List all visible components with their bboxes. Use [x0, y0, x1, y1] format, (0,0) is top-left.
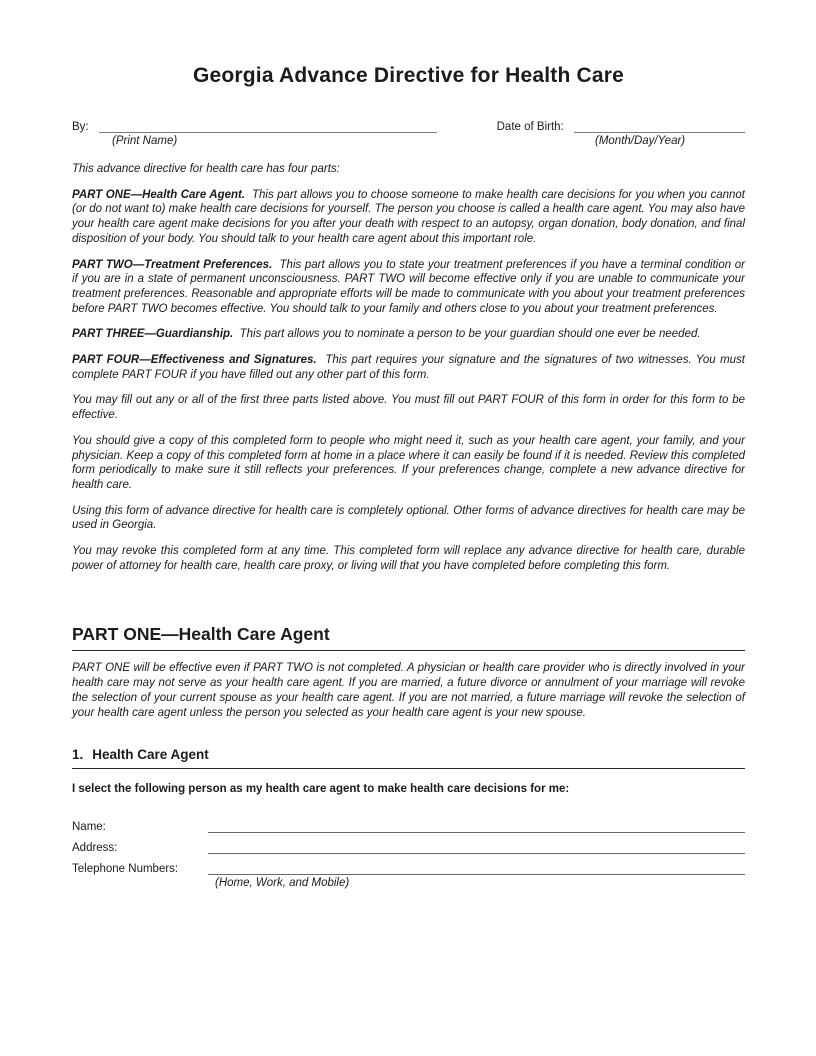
part-one-text: This part allows you to choose someone to make health care decisions for you when you cannot (or do not want to) make health care decisions for yourself. The person you choose is called a health care agent. You may also have your health care agent make decisions for you after your death with respect to an autopsy, organ donation, body donation, and final disposition of your body. You should talk to your health care agent about this important role.: [72, 188, 745, 245]
heading-number: 1.: [72, 747, 84, 763]
month-day-year-hint: (Month/Day/Year): [595, 135, 686, 147]
part-two-text: This part allows you to state your treatment preferences if you have a terminal condition or if you are in a state of permanent unconsciousness. PART TWO will become effective only if you are unable to communicate your treatment preferences. Reasonable and appropriate efforts will be made to communicate with you about your treatment preferences before PART TWO becomes effective. You should talk to your family and others close to you about your treatment preferences.: [72, 258, 745, 315]
part-two-summary: [72, 258, 745, 317]
header-fill-row: [72, 118, 745, 133]
telephone-hint: (Home, Work, and Mobile): [215, 877, 350, 890]
telephone-input-line[interactable]: [208, 860, 745, 875]
agent-fields: [72, 812, 745, 889]
part-four-summary: [72, 353, 745, 382]
health-care-agent-heading: [72, 747, 745, 769]
address-label: Address:: [72, 842, 118, 855]
part-one-section-intro: PART ONE will be effective even if PART TWO is not completed. A physician or health care provider who is directly involved in your health care may not serve as your health care agent. If you are married, a future divorce or annulment of your marriage will revoke the selection of your current spouse as your health care agent. If you are not married, a future marriage will revoke the selection of your health care agent unless the person you selected as your health care agent is your new spouse.: [72, 662, 745, 719]
agent-selection-instruction: I select the following person as my health care agent to make health care decisions for me:: [72, 783, 570, 796]
note-optional: Using this form of advance directive for health care is completely optional. Other forms of advance directives for health care may be used in Georgia.: [72, 504, 745, 532]
note-fill-out: You may fill out any or all of the first three parts listed above. You must fill out PART FOUR of this form in order for this form to be effective.: [72, 394, 745, 422]
date-of-birth-label: Date of Birth:: [496, 121, 564, 133]
print-name-hint: (Print Name): [112, 135, 178, 147]
address-field-row: [72, 833, 745, 854]
part-three-text: This part allows you to nominate a person to be your guardian should one ever be needed.: [239, 328, 701, 341]
part-one-summary: [72, 188, 745, 247]
note-revoke: You may revoke this completed form at any time. This completed form will replace any advance directive for health care, durable power of attorney for health care, health care proxy, or living will that you have completed before completing this form.: [72, 545, 745, 572]
part-four-text: This part requires your signature and the signatures of two witnesses. You must complete PART FOUR if you have filled out any other part of this form.: [72, 354, 746, 381]
part-one-section-heading: PART ONE—Health Care Agent: [72, 624, 745, 651]
part-three-lead: PART THREE—Guardianship.: [72, 328, 234, 341]
telephone-field-row: [72, 854, 745, 875]
heading-text: Health Care Agent: [92, 747, 209, 763]
note-give-copy: You should give a copy of this completed form to people who might need it, such as your health care agent, your family, and your physician. Keep a copy of this completed form at home in a place where it can easily be found if it is needed. Review this completed form periodically to make sure it still reflects your preferences. If your preferences change, complete a new advance directive for health care.: [72, 434, 745, 491]
date-of-birth-input-line[interactable]: [574, 118, 745, 133]
part-one-lead: PART ONE—Health Care Agent.: [72, 188, 246, 201]
intro-line: This advance directive for health care has four parts:: [72, 163, 340, 175]
part-three-summary: [72, 327, 745, 342]
header-hint-row: [72, 133, 745, 150]
name-input-line[interactable]: [208, 818, 745, 833]
name-label: Name:: [72, 821, 106, 834]
page-title: Georgia Advance Directive for Health Care: [192, 64, 625, 87]
by-label: By:: [72, 121, 89, 133]
by-input-line[interactable]: [99, 118, 437, 133]
address-input-line[interactable]: [208, 839, 745, 854]
part-four-lead: PART FOUR—Effectiveness and Signatures.: [72, 354, 317, 367]
part-two-lead: PART TWO—Treatment Preferences.: [72, 258, 273, 271]
name-field-row: [72, 812, 745, 833]
telephone-label: Telephone Numbers:: [72, 863, 179, 876]
